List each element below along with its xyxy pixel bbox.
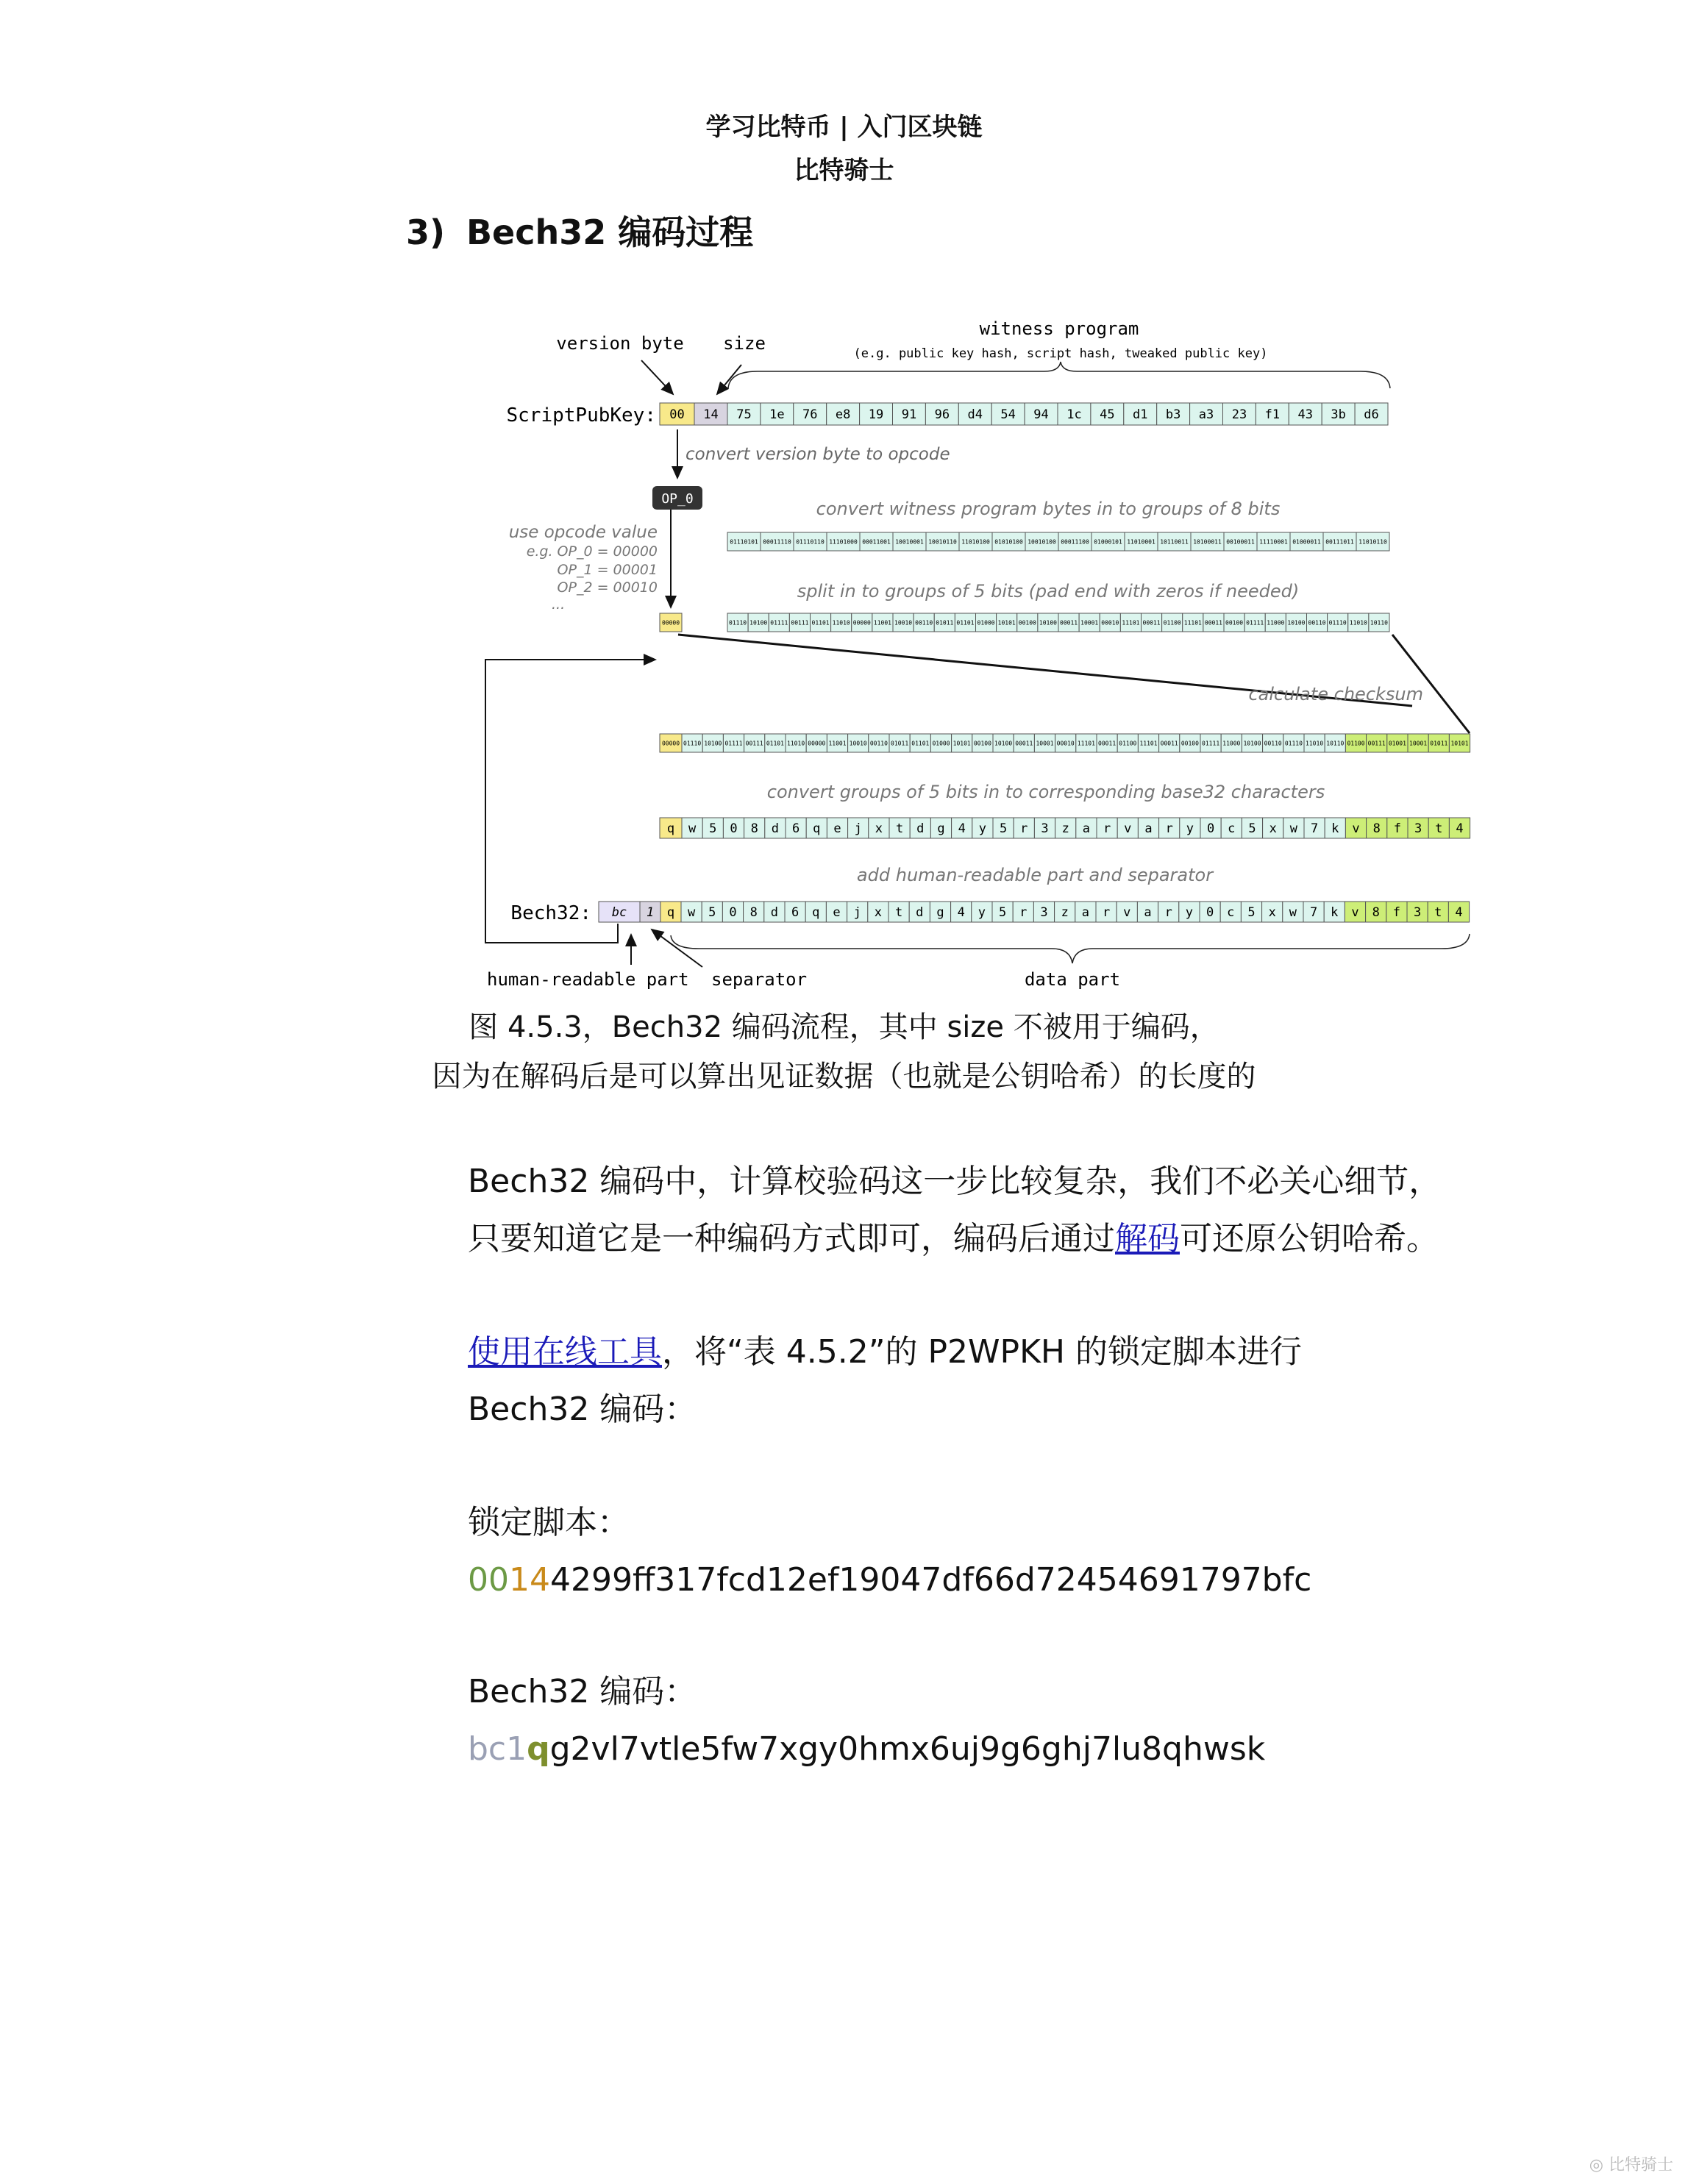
bech32-char-cell-text: t bbox=[1434, 905, 1442, 921]
full-bits-cell-text: 01011 bbox=[1430, 740, 1448, 747]
base32-char-cell-text: e bbox=[833, 821, 841, 837]
bech32-char-cell-text: 4 bbox=[957, 905, 965, 921]
base32-char-cell-text: 5 bbox=[999, 821, 1008, 837]
bits8-cell-text: 00100011 bbox=[1226, 538, 1255, 546]
locking-script-version: 00 bbox=[468, 1561, 509, 1599]
opcode-example-2: OP_2 = 00010 bbox=[557, 579, 658, 596]
spk-byte-cell-text: 23 bbox=[1231, 407, 1247, 423]
header-title: 学习比特币 | 入门区块链 bbox=[705, 113, 983, 142]
bits5-cell-text: 01111 bbox=[1246, 619, 1264, 627]
bits5-cell-text: 00110 bbox=[915, 619, 933, 627]
bits5-cell-text: 00111 bbox=[791, 619, 809, 627]
bech32-char-cell-text: d bbox=[770, 905, 779, 921]
base32-char-cell-text: d bbox=[771, 821, 780, 837]
section-heading bbox=[406, 206, 753, 254]
hrp-label: human-readable part bbox=[487, 969, 689, 990]
base32-char-cell-text: r bbox=[1020, 821, 1028, 837]
decode-link[interactable]: 解码 bbox=[1115, 1220, 1180, 1257]
bech32-char-cell-text: 5 bbox=[998, 905, 1007, 921]
spk-byte-cell-text: d4 bbox=[967, 407, 983, 423]
full-bits-cell-text: 10100 bbox=[1243, 740, 1261, 747]
bits8-cell-text: 00011100 bbox=[1061, 538, 1089, 546]
caption-line2: 因为在解码后是可以算出见证数据（也就是公钥哈希）的长度的 bbox=[432, 1060, 1256, 1093]
step-hrp: add human-readable part and separator bbox=[856, 865, 1214, 885]
bits8-cell-text: 10010100 bbox=[1028, 538, 1056, 546]
full-bits-cell-text: 10001 bbox=[1409, 740, 1428, 747]
bech32-char-cell-text: 1 bbox=[646, 905, 655, 921]
base32-char-cell-text: v bbox=[1124, 821, 1132, 837]
full-bits-cell-text: 01101 bbox=[911, 740, 930, 747]
bech32-char-cell-text: 0 bbox=[1206, 905, 1214, 921]
bech32-char-cell-text: z bbox=[1061, 905, 1069, 921]
spk-byte-cell-text: 94 bbox=[1033, 407, 1049, 423]
bits5-cell-text: 01110 bbox=[729, 619, 747, 627]
full-bits-cell-text: 10101 bbox=[1450, 740, 1469, 747]
para1-line2-before: 只要知道它是一种编码方式即可，编码后通过 bbox=[468, 1220, 1115, 1257]
bits5-cell-text: 01110 bbox=[1328, 619, 1347, 627]
separator-label: separator bbox=[711, 969, 808, 990]
full-bits-cell-text: 01100 bbox=[1119, 740, 1137, 747]
bits5-cell-text: 00010 bbox=[1101, 619, 1119, 627]
version-bits-cell-text: 00000 bbox=[661, 619, 680, 627]
bech32-char-cell-text: d bbox=[916, 905, 924, 921]
bits8-cell-text: 01010100 bbox=[994, 538, 1023, 546]
step-convert-version: convert version byte to opcode bbox=[685, 445, 950, 464]
spk-byte-cell-text: 75 bbox=[736, 407, 752, 423]
full-bits-cell-text: 11010 bbox=[787, 740, 805, 747]
opcode-example-0: e.g. OP_0 = 00000 bbox=[526, 543, 658, 560]
base32-char-cell-text: x bbox=[1269, 821, 1277, 837]
base32-char-cell-text: t bbox=[1435, 821, 1443, 837]
size-label: size bbox=[723, 333, 766, 354]
bech32-char-cell-text: r bbox=[1102, 905, 1111, 921]
bech32-char-cell-text: y bbox=[1185, 905, 1194, 921]
base32-char-cell-text: y bbox=[978, 821, 987, 837]
spk-byte-cell-text: f1 bbox=[1264, 407, 1281, 423]
bech32-char-cell-text: 6 bbox=[791, 905, 800, 921]
bits5-cell-text: 00011 bbox=[1204, 619, 1222, 627]
bits8-cell-text: 11010001 bbox=[1127, 538, 1155, 546]
full-bits-cell-text: 11001 bbox=[828, 740, 847, 747]
bech32-char-cell-text: 5 bbox=[708, 905, 716, 921]
spk-byte-cell-text: e8 bbox=[835, 407, 851, 423]
bech32-result-label: Bech32 编码： bbox=[468, 1673, 697, 1710]
full-bits-cell-text: 01000 bbox=[932, 740, 950, 747]
base32-char-cell-text: v bbox=[1352, 821, 1360, 837]
bech32-char-cell-text: e bbox=[833, 905, 841, 921]
section-number: 3) bbox=[406, 213, 446, 252]
bech32-result-block bbox=[468, 1663, 1265, 1778]
bech32-char-cell-text: 8 bbox=[1372, 905, 1380, 921]
bits8-cell-text: 01000101 bbox=[1094, 538, 1122, 546]
base32-char-cell-text: y bbox=[1186, 821, 1194, 837]
bits5-cell-text: 11010 bbox=[1349, 619, 1367, 627]
bech32-result-version: q bbox=[527, 1730, 550, 1768]
bits5-cell-text: 01000 bbox=[977, 619, 995, 627]
spk-byte-cell-text: d1 bbox=[1133, 407, 1148, 423]
bits5-cell-text: 01101 bbox=[956, 619, 975, 627]
locking-script-size: 14 bbox=[509, 1561, 550, 1599]
bits5-cell-text: 00110 bbox=[1308, 619, 1326, 627]
bech32-char-cell-text: w bbox=[1289, 905, 1297, 921]
full-bits-cell-text: 00110 bbox=[869, 740, 888, 747]
base32-char-cell-text: 5 bbox=[1248, 821, 1256, 837]
bits8-cell-text: 00011110 bbox=[763, 538, 791, 546]
full-bits-cell-text: 11101 bbox=[1139, 740, 1158, 747]
bech32-char-cell-text: f bbox=[1392, 905, 1401, 921]
bits8-cell-text: 00011001 bbox=[862, 538, 891, 546]
bits8-cell-text: 01000011 bbox=[1292, 538, 1321, 546]
base32-char-cell-text: 5 bbox=[709, 821, 717, 837]
bech32-char-cell-text: c bbox=[1227, 905, 1235, 921]
bech32-char-cell-text: j bbox=[853, 905, 861, 921]
bits8-cell-text: 11101000 bbox=[829, 538, 858, 546]
step-base32: convert groups of 5 bits in to corresponding base32 characters bbox=[766, 782, 1325, 802]
bits8-cell-text: 10110011 bbox=[1160, 538, 1189, 546]
step-5bit: split in to groups of 5 bits (pad end with zeros if needed) bbox=[797, 581, 1300, 602]
full-bits-cell-text: 01001 bbox=[1388, 740, 1406, 747]
spk-byte-cell-text: 1e bbox=[769, 407, 785, 423]
base32-char-cell-text: x bbox=[875, 821, 883, 837]
full-bits-cell-text: 10010 bbox=[849, 740, 867, 747]
spk-byte-cell-text: d6 bbox=[1364, 407, 1379, 423]
section-title: Bech32 编码过程 bbox=[466, 213, 754, 252]
full-bits-cell-text: 11010 bbox=[1306, 740, 1324, 747]
bech32-label: Bech32: bbox=[510, 902, 591, 924]
bits8-cell-text: 10010110 bbox=[928, 538, 957, 546]
spk-byte-cell-text: a3 bbox=[1198, 407, 1214, 423]
bits5-cell-text: 00100 bbox=[1225, 619, 1244, 627]
base32-char-cell-text: d bbox=[916, 821, 925, 837]
bech32-char-cell-text: q bbox=[812, 905, 820, 921]
bits8-cell-text: 11110001 bbox=[1259, 538, 1288, 546]
version-byte-label: version byte bbox=[556, 333, 684, 354]
bits8-cell-text: 01110101 bbox=[730, 538, 758, 546]
bits5-cell-text: 01101 bbox=[811, 619, 830, 627]
bech32-diagram bbox=[0, 294, 1688, 990]
bits5-cell-text: 01111 bbox=[770, 619, 788, 627]
opcode-label: OP_0 bbox=[661, 491, 694, 507]
base32-char-cell-text: 6 bbox=[791, 821, 800, 837]
bech32-char-cell-text: a bbox=[1144, 905, 1152, 921]
spk-byte-cell-text: 1c bbox=[1066, 407, 1082, 423]
bits5-cell-text: 10110 bbox=[1370, 619, 1388, 627]
base32-char-cell-text: w bbox=[1289, 821, 1298, 837]
full-bits-cell-text: 01111 bbox=[1202, 740, 1220, 747]
bech32-char-cell-text: 7 bbox=[1309, 905, 1318, 921]
full-bits-cell-text: 00011 bbox=[1160, 740, 1178, 747]
full-bits-cell-text: 00100 bbox=[973, 740, 991, 747]
bits5-cell-text: 11101 bbox=[1122, 619, 1140, 627]
bech32-char-cell-text: v bbox=[1351, 905, 1359, 921]
base32-char-cell-text: q bbox=[813, 821, 821, 837]
online-tool-link[interactable]: 使用在线工具 bbox=[468, 1333, 662, 1371]
base32-char-cell-text: 4 bbox=[958, 821, 966, 837]
full-bits-cell-text: 00000 bbox=[808, 740, 826, 747]
full-bits-cell-text: 00111 bbox=[1367, 740, 1386, 747]
base32-char-cell-text: g bbox=[937, 821, 945, 837]
spk-byte-cell-text: 91 bbox=[901, 407, 917, 423]
watermark: ◎ 比特骑士 bbox=[1589, 2156, 1673, 2174]
bech32-char-cell-text: q bbox=[666, 905, 675, 921]
full-bits-cell-text: 01101 bbox=[766, 740, 784, 747]
full-bits-cell-text: 10100 bbox=[994, 740, 1013, 747]
bech32-char-cell-text: g bbox=[936, 905, 944, 921]
caption-line1: 图 4.5.3，Bech32 编码流程，其中 size 不被用于编码， bbox=[469, 1010, 1219, 1044]
full-bits-cell-text: 01110 bbox=[1284, 740, 1303, 747]
base32-char-cell-text: j bbox=[854, 821, 862, 837]
base32-char-cell-text: 7 bbox=[1310, 821, 1319, 837]
bits8-cell-text: 10100011 bbox=[1193, 538, 1222, 546]
base32-char-cell-text: 4 bbox=[1456, 821, 1464, 837]
bits5-cell-text: 01100 bbox=[1163, 619, 1181, 627]
bits5-cell-text: 11101 bbox=[1183, 619, 1202, 627]
base32-char-cell-text: a bbox=[1082, 821, 1091, 837]
bits5-cell-text: 11001 bbox=[873, 619, 891, 627]
bits5-cell-text: 01011 bbox=[936, 619, 954, 627]
bech32-char-cell-text: 3 bbox=[1413, 905, 1422, 921]
base32-char-cell-text: w bbox=[688, 821, 697, 837]
bech32-char-cell-text: x bbox=[874, 905, 883, 921]
base32-char-cell-text: t bbox=[895, 821, 904, 837]
bech32-char-cell-text: t bbox=[894, 905, 903, 921]
full-bits-cell-text: 00011 bbox=[1015, 740, 1033, 747]
full-bits-cell-text: 01011 bbox=[891, 740, 909, 747]
full-bits-cell-text: 00100 bbox=[1180, 740, 1199, 747]
base32-char-cell-text: a bbox=[1144, 821, 1153, 837]
para2-line1-after: ，将“表 4.5.2”的 P2WPKH 的锁定脚本进行 bbox=[662, 1333, 1303, 1371]
para1-line1: Bech32 编码中，计算校验码这一步比较复杂，我们不必关心细节， bbox=[468, 1163, 1442, 1200]
full-bits-cell-text: 01110 bbox=[683, 740, 702, 747]
paragraph-explanation bbox=[468, 1153, 1441, 1268]
bech32-char-cell-text: 0 bbox=[729, 905, 737, 921]
spk-byte-cell-text: 00 bbox=[669, 407, 685, 423]
base32-char-cell-text: 8 bbox=[750, 821, 758, 837]
step-checksum: calculate checksum bbox=[1248, 684, 1423, 704]
base32-char-cell-text: 0 bbox=[730, 821, 738, 837]
base32-char-cell-text: 8 bbox=[1372, 821, 1381, 837]
base32-char-cell-text: q bbox=[666, 821, 675, 837]
base32-char-cell-text: c bbox=[1228, 821, 1236, 837]
spk-byte-cell-text: 19 bbox=[868, 407, 884, 423]
bits8-cell-text: 11010100 bbox=[961, 538, 990, 546]
header-subtitle: 比特骑士 bbox=[794, 156, 894, 185]
locking-script-label: 锁定脚本： bbox=[468, 1504, 630, 1541]
scriptpubkey-label: ScriptPubKey: bbox=[506, 404, 656, 427]
base32-char-cell-text: f bbox=[1393, 821, 1402, 837]
bits5-cell-text: 10001 bbox=[1080, 619, 1099, 627]
spk-byte-cell-text: 96 bbox=[934, 407, 950, 423]
spk-byte-cell-text: b3 bbox=[1165, 407, 1181, 423]
bech32-char-cell-text: 8 bbox=[749, 905, 758, 921]
witness-program-label: witness program bbox=[979, 318, 1139, 339]
full-bits-cell-text: 11000 bbox=[1222, 740, 1241, 747]
bech32-char-cell-text: v bbox=[1123, 905, 1131, 921]
spk-byte-cell-text: 76 bbox=[802, 407, 818, 423]
full-bits-cell-text: 00000 bbox=[661, 740, 680, 747]
para1-line2-after: 可还原公钥哈希。 bbox=[1180, 1220, 1439, 1257]
base32-char-cell-text: r bbox=[1165, 821, 1173, 837]
full-bits-cell-text: 00011 bbox=[1098, 740, 1117, 747]
base32-char-cell-text: 3 bbox=[1414, 821, 1422, 837]
bits5-cell-text: 10100 bbox=[749, 619, 768, 627]
locking-script-block bbox=[468, 1494, 1311, 1609]
bits8-cell-text: 00111011 bbox=[1325, 538, 1354, 546]
bech32-result-hrp: bc1 bbox=[468, 1730, 527, 1768]
bits5-cell-text: 10100 bbox=[1287, 619, 1306, 627]
base32-char-cell-text: k bbox=[1331, 821, 1339, 837]
full-bits-cell-text: 00010 bbox=[1056, 740, 1075, 747]
full-bits-cell-text: 10100 bbox=[704, 740, 722, 747]
witness-program-note: (e.g. public key hash, script hash, tweaked public key) bbox=[853, 346, 1268, 361]
bech32-char-cell-text: k bbox=[1331, 905, 1339, 921]
base32-char-cell-text: r bbox=[1103, 821, 1111, 837]
bech32-char-cell-text: x bbox=[1268, 905, 1276, 921]
step-8bit: convert witness program bytes in to groups of 8 bits bbox=[816, 499, 1281, 519]
use-opcode-label: use opcode value bbox=[508, 523, 658, 542]
bits5-cell-text: 00011 bbox=[1142, 619, 1161, 627]
full-bits-cell-text: 10001 bbox=[1036, 740, 1054, 747]
full-bits-cell-text: 10101 bbox=[952, 740, 971, 747]
bech32-char-cell-text: 3 bbox=[1040, 905, 1048, 921]
bits5-cell-text: 10100 bbox=[1039, 619, 1057, 627]
spk-byte-cell-text: 43 bbox=[1297, 407, 1313, 423]
bech32-char-cell-text: r bbox=[1019, 905, 1028, 921]
bech32-char-cell-text: 5 bbox=[1247, 905, 1256, 921]
bits5-cell-text: 00000 bbox=[852, 619, 871, 627]
bits8-cell-text: 11010110 bbox=[1358, 538, 1387, 546]
bits5-cell-text: 00100 bbox=[1018, 619, 1036, 627]
base32-char-cell-text: 0 bbox=[1206, 821, 1215, 837]
para2-line2: Bech32 编码： bbox=[468, 1391, 697, 1428]
spk-byte-cell-text: 3b bbox=[1331, 407, 1346, 423]
base32-char-cell-text: 3 bbox=[1041, 821, 1049, 837]
bech32-char-cell-text: w bbox=[687, 905, 696, 921]
full-bits-cell-text: 01100 bbox=[1347, 740, 1365, 747]
bech32-char-cell-text: a bbox=[1081, 905, 1090, 921]
full-bits-cell-text: 00111 bbox=[745, 740, 763, 747]
bits5-cell-text: 11010 bbox=[832, 619, 850, 627]
bits5-cell-text: 00011 bbox=[1060, 619, 1078, 627]
opcode-example-1: OP_1 = 00001 bbox=[557, 562, 658, 578]
locking-script-hash: 4299ff317fcd12ef19047df66d72454691797bfc bbox=[550, 1561, 1312, 1599]
bech32-char-cell-text: 4 bbox=[1455, 905, 1463, 921]
bits5-cell-text: 10010 bbox=[894, 619, 913, 627]
bits5-cell-text: 11000 bbox=[1267, 619, 1285, 627]
full-bits-cell-text: 11101 bbox=[1077, 740, 1095, 747]
bits8-cell-text: 01110110 bbox=[796, 538, 825, 546]
paragraph-tool bbox=[468, 1324, 1302, 1438]
spk-byte-cell-text: 14 bbox=[703, 407, 719, 423]
bits5-cell-text: 10101 bbox=[997, 619, 1016, 627]
bits8-cell-text: 10010001 bbox=[895, 538, 924, 546]
bech32-char-cell-text: r bbox=[1164, 905, 1172, 921]
full-bits-cell-text: 00110 bbox=[1264, 740, 1282, 747]
opcode-example-3: ... bbox=[552, 596, 566, 613]
spk-byte-cell-text: 54 bbox=[1000, 407, 1016, 423]
base32-char-cell-text: z bbox=[1061, 821, 1069, 837]
bech32-char-cell-text: y bbox=[977, 905, 986, 921]
bech32-char-cell-text: bc bbox=[611, 905, 627, 921]
full-bits-cell-text: 01111 bbox=[724, 740, 743, 747]
data-part-label: data part bbox=[1024, 969, 1121, 990]
bech32-result-rest: g2vl7vtle5fw7xgy0hmx6uj9g6ghj7lu8qhwsk bbox=[549, 1730, 1266, 1768]
spk-byte-cell-text: 45 bbox=[1100, 407, 1115, 423]
full-bits-cell-text: 10110 bbox=[1326, 740, 1345, 747]
